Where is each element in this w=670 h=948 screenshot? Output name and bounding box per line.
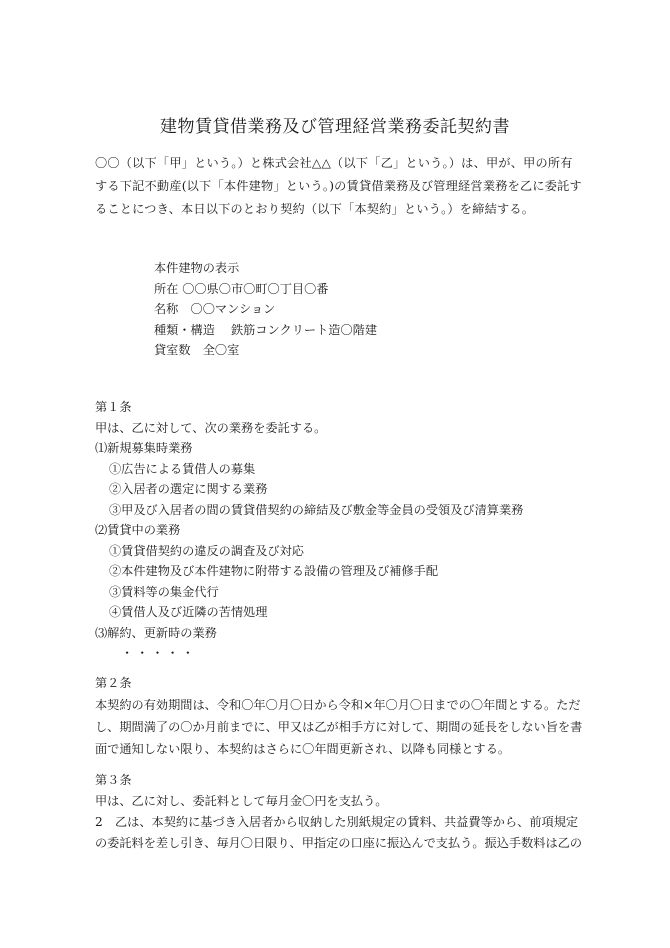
property-structure: 種類・構造 鉄筋コンクリート造〇階建 bbox=[154, 322, 378, 337]
article-line: 面で通知しない限り、本契約はさらに〇年間更新され、以降も同様とする。 bbox=[95, 742, 511, 756]
article-line: の委託料を差し引き、毎月〇日限り、甲指定の口座に振込んで支払う。振込手数料は乙の bbox=[95, 836, 583, 850]
article-1 bbox=[95, 397, 580, 664]
intro-paragraph bbox=[95, 152, 580, 221]
article-line: 2 乙は、本契約に基づき入居者から収納した別紙規定の賃料、共益費等から、前項規定 bbox=[95, 815, 579, 829]
article-line: し、期間満了の〇か月前までに、甲又は乙が相手方に対して、期間の延長をしない旨を書 bbox=[95, 720, 583, 734]
article-heading: 第１条 bbox=[95, 400, 132, 414]
sub-item: ②本件建物及び本件建物に附帯する設備の管理及び補修手配 bbox=[109, 564, 439, 578]
article-heading: 第２条 bbox=[95, 676, 132, 690]
sub-item: ④賃借人及び近隣の苦情処理 bbox=[109, 605, 268, 619]
sub-item: ①広告による賃借人の募集 bbox=[109, 461, 256, 476]
item-heading: ⑵賃貸中の業務 bbox=[95, 523, 181, 537]
item-heading: ⑶解約、更新時の業務 bbox=[95, 625, 217, 640]
sub-item: ②入居者の選定に関する業務 bbox=[109, 482, 268, 496]
sub-item: ③甲及び入居者の間の賃貸借契約の締結及び敷金等金員の受領及び清算業務 bbox=[109, 502, 524, 517]
article-heading: 第３条 bbox=[95, 773, 132, 787]
intro-line: 〇〇（以下「甲」という。）と株式会社△△（以下「乙」という。）は、甲が、甲の所有 bbox=[95, 156, 573, 170]
article-2 bbox=[95, 672, 583, 760]
document-title: 建物賃貸借業務及び管理経営業務委託契約書 bbox=[160, 117, 510, 137]
article-line: 甲は、乙に対し、委託料として毎月金〇円を支払う。 bbox=[95, 794, 388, 808]
article-3 bbox=[95, 770, 583, 854]
article-text: 甲は、乙に対して、次の業務を委託する。 bbox=[95, 420, 327, 435]
ellipsis: ・・・・・ bbox=[121, 646, 197, 660]
sub-item: ③賃料等の集金代行 bbox=[109, 584, 219, 599]
property-display bbox=[154, 258, 377, 361]
property-location: 所在 〇〇県〇市〇町〇丁目〇番 bbox=[154, 281, 329, 296]
intro-line: する下記不動産(以下「本件建物」という。)の賃貸借業務及び管理経営業務を乙に委託す bbox=[95, 179, 582, 193]
sub-item: ①賃貸借契約の違反の調査及び対応 bbox=[109, 543, 304, 558]
property-heading: 本件建物の表示 bbox=[154, 261, 240, 275]
property-name: 名称 〇〇マンション bbox=[154, 302, 276, 316]
property-rooms: 貸室数 全〇室 bbox=[154, 343, 240, 357]
article-line: 本契約の有効期間は、令和〇年〇月〇日から令和×年〇月〇日までの〇年間とする。ただ bbox=[95, 698, 581, 712]
item-heading: ⑴新規募集時業務 bbox=[95, 441, 193, 455]
intro-line: ることにつき、本日以下のとおり契約（以下「本契約」という。）を締結する。 bbox=[95, 202, 535, 216]
